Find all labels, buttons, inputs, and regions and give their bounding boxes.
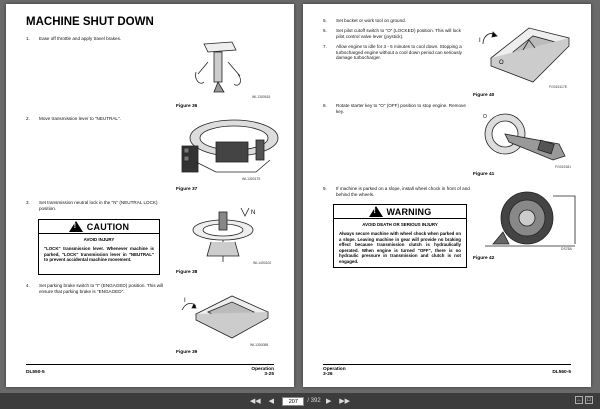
figure-36-code: WL1300515 bbox=[252, 95, 271, 99]
page-number-input[interactable]: 207 bbox=[282, 397, 304, 406]
next-page-button[interactable]: ▶ bbox=[325, 398, 332, 405]
page-title: MACHINE SHUT DOWN bbox=[26, 16, 154, 28]
warning-triangle-icon: ! bbox=[369, 206, 383, 217]
footer-page-number: 3-26 bbox=[323, 372, 333, 378]
svg-text:I: I bbox=[184, 298, 186, 304]
left-page: MACHINE SHUT DOWN 1. Ease off throttle and apply travel brakes. WL1300515 Figure 36 2. Move transmission lever to "NEUTRAL". WL1300175 Figure 37 3. Set transmission neutral lock in the "N" (NEUTRAL LOCK) position. ! CAUTION AVOID INJURY "LOCK" transmission lever. Whenever machine is parked, "LOCK" transmission lever in "NEUTRAL" to prevent accidental machine movement. N WL1400102 Figure 38 4. Set parking brake switch to "I" (ENGAGED) position. This will ensure that parking brake is "ENGAGED". I WL1300085 Figure 39 DL550-5 Operation 3-25 bbox=[6, 4, 294, 387]
figure-38-caption: Figure 38 bbox=[176, 270, 198, 275]
caution-title: CAUTION bbox=[86, 221, 130, 232]
figure-40-pilot-cutoff-switch-illustration bbox=[473, 18, 581, 90]
figure-42-wheel-chock-illustration bbox=[479, 188, 579, 252]
figure-37-steering-wheel-illustration bbox=[176, 114, 284, 184]
footer-section: Operation bbox=[323, 366, 346, 372]
figure-42-caption: Figure 42 bbox=[473, 256, 495, 261]
pdf-toolbar bbox=[0, 393, 600, 409]
figure-42-code: DS78A bbox=[561, 247, 572, 251]
footer-rule bbox=[26, 364, 274, 365]
warning-title: WARNING bbox=[386, 206, 432, 217]
figure-37-caption: Figure 37 bbox=[176, 187, 198, 192]
total-pages-label: / 392 bbox=[307, 398, 321, 404]
footer-section-page bbox=[251, 367, 274, 378]
svg-text:O: O bbox=[499, 60, 504, 66]
figure-41-caption: Figure 41 bbox=[473, 172, 495, 177]
svg-text:N: N bbox=[251, 210, 256, 216]
caution-subtitle: AVOID INJURY bbox=[83, 237, 115, 242]
footer-model: DL550-5 bbox=[552, 370, 571, 375]
figure-40-caption: Figure 40 bbox=[473, 93, 495, 98]
last-page-button[interactable]: ▶▶ bbox=[339, 398, 351, 405]
figure-36-brake-pedal-illustration bbox=[184, 32, 284, 102]
zoom-icon[interactable]: ☐ bbox=[586, 397, 592, 403]
right-page: 5. Set bucket or work tool on ground. 6. Set pilot cutoff switch to "O" (LOCKED) position. This will lock pilot control valve lever (joystick). 7. Allow engine to idle for 3 - 5 minutes to cool down. Stopping a turbocharged engine without a cool down period can seriously damage turbocharger. I O FG015117E Figure 40 8. Rotate starter key to "O" (OFF) position to stop engine. Remove key. O FG019181 Figure 41 9. If machine is parked on a slope, install wheel chock in front of and behind the wheels. ! WARNING AVOID DEATH OR SERIOUS INJURY Always secure machine with wheel chock when parked on a slope. Leaving machine in gear will provide no braking effect because transmission clutch is hydraulically operated. When engine is turned "OFF", there is no hydraulic pressure in transmission and clutch is not engaged. DS78A Figure 42 Operation 3-26 DL550-5 bbox=[303, 4, 591, 387]
figure-38-code: WL1400102 bbox=[253, 261, 272, 265]
figure-39-parking-brake-switch-illustration bbox=[176, 286, 284, 348]
warning-subtitle: AVOID DEATH OR SERIOUS INJURY bbox=[362, 222, 438, 227]
figure-41-starter-key-illustration bbox=[479, 104, 579, 170]
footer-rule bbox=[323, 364, 571, 365]
warning-body: Always secure machine with wheel chock when parked on a slope. Leaving machine in gear will provide no braking effect because transmission clutch is hydraulically operated. When engine is turned "OFF", there is no hydraulic pressure in transmission and clutch is not engaged. bbox=[339, 231, 461, 264]
figure-40-code: FG015117E bbox=[549, 85, 568, 89]
footer-section: Operation bbox=[251, 366, 274, 372]
figure-39-caption: Figure 39 bbox=[176, 350, 198, 355]
fit-width-icon[interactable]: ↔ bbox=[576, 397, 582, 403]
footer-section-page bbox=[323, 367, 346, 378]
view-controls bbox=[574, 396, 594, 404]
footer-page-number: 3-25 bbox=[264, 372, 274, 378]
warning-header bbox=[334, 205, 466, 219]
figure-41-code: FG019181 bbox=[555, 165, 572, 169]
svg-text:O: O bbox=[483, 114, 487, 120]
figure-38-transmission-lever-illustration bbox=[181, 202, 281, 268]
svg-text:I: I bbox=[479, 38, 481, 44]
figure-37-code: WL1300175 bbox=[242, 177, 261, 181]
warning-box bbox=[333, 204, 467, 268]
caution-header bbox=[39, 220, 159, 234]
caution-body: "LOCK" transmission lever. Whenever machine is parked, "LOCK" transmission lever in "NEUTRAL" to prevent accidental machine movement. bbox=[44, 246, 154, 263]
previous-page-button[interactable]: ◀ bbox=[268, 398, 274, 405]
footer-model: DL550-5 bbox=[26, 370, 45, 375]
caution-box bbox=[38, 219, 160, 275]
first-page-button[interactable]: ◀◀ bbox=[249, 398, 261, 405]
figure-36-caption: Figure 36 bbox=[176, 104, 198, 109]
warning-triangle-icon: ! bbox=[69, 221, 83, 232]
figure-39-code: WL1300085 bbox=[250, 343, 269, 347]
